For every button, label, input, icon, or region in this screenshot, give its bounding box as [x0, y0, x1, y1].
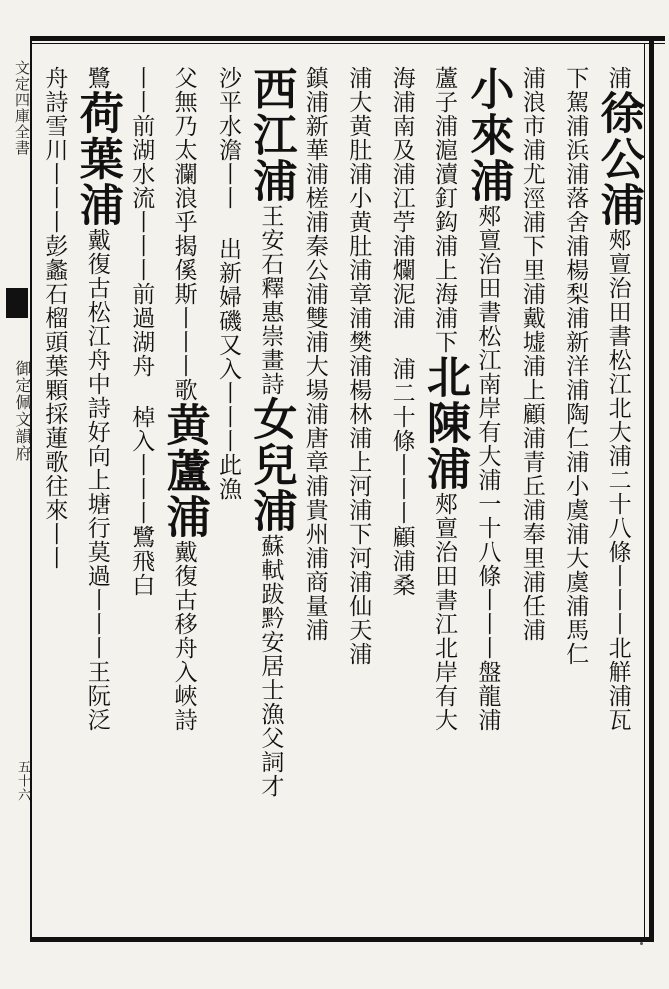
text-column	[125, 66, 156, 936]
frame-bottom-rule	[30, 937, 654, 942]
text-column	[245, 66, 297, 936]
entry-text: 浦浪市浦尤涇浦下里浦戴墟浦上顧浦青丘浦奉里浦任浦	[518, 66, 545, 642]
entry-heading: 黄蘆浦	[158, 402, 210, 540]
text-column	[419, 66, 470, 936]
text-column	[386, 66, 417, 936]
entry-heading: 女兒浦	[245, 396, 297, 534]
entry-text: 出新婦磯又入丨丨丨此漁	[215, 237, 241, 501]
text-column	[299, 66, 330, 936]
frame-top-rule	[30, 36, 665, 41]
entry-text: 父無乃太瀾浪乎揭傒斯丨丨丨歌	[170, 66, 197, 402]
text-column	[559, 66, 590, 936]
frame-right-rule	[649, 36, 654, 941]
entry-heading: 小來浦	[462, 66, 514, 204]
entry-text: 鎮浦新華浦槎浦秦公浦雙浦大場浦唐章浦貴州浦商量浦	[301, 66, 328, 642]
entry-text: 王安石釋惠崇畫詩	[257, 204, 284, 396]
entry-text: 浦二十條丨丨丨顧浦桑	[388, 357, 415, 597]
entry-text: 沙平水澹丨丨	[215, 66, 241, 210]
entry-text: 海浦南及浦江苧浦爛泥浦	[388, 66, 415, 330]
entry-heading: 西江浦	[245, 66, 297, 204]
entry-heading: 徐公浦	[592, 90, 644, 228]
text-column	[212, 66, 243, 936]
entry-text: 舟詩雪川丨丨丨彭蠡石榴頭葉顆採蓮歌往來丨丨	[41, 66, 68, 570]
entry-text	[389, 330, 415, 357]
text-column	[38, 66, 69, 936]
entry-heading: 荷葉浦	[71, 90, 123, 228]
text-column	[462, 66, 514, 936]
frame-top-inner-rule	[30, 43, 665, 44]
entry-text	[128, 378, 154, 405]
entry-text: 郟亶治田書江北岸有大	[431, 492, 457, 732]
entry-text: 蘆子浦滬瀆釘鈎浦上海浦下	[431, 66, 457, 354]
entry-text: 郟亶治田書松江北大浦二十八條丨丨丨北觧浦瓦	[604, 228, 631, 732]
page-number: 五十六	[15, 760, 30, 802]
entry-text: 下駕浦浜浦落舍浦楊梨浦新洋浦陶仁浦小虞浦大虞浦馬仁	[562, 66, 589, 666]
text-column	[71, 66, 123, 936]
entry-text: 蘇軾跋黔安居士漁父詞才	[257, 534, 284, 798]
text-column	[342, 66, 373, 936]
entry-text: 戴復古移舟入峽詩	[170, 540, 197, 732]
entry-heading: 北陳浦	[419, 354, 470, 492]
entry-text: 浦大黄肚浦小黄肚浦章浦樊浦楊林浦上河浦下河浦仙天浦	[345, 66, 372, 666]
text-column	[592, 66, 644, 936]
speck	[640, 942, 643, 945]
entry-text: 郟亶治田書松江南岸有大浦一十八條丨丨丨盤龍浦	[474, 204, 501, 732]
entry-text: 丨丨前湖水流丨丨丨前過湖舟	[128, 66, 155, 378]
margin-column	[12, 60, 32, 940]
frame-right-inner-rule	[644, 44, 645, 941]
text-column	[158, 66, 210, 936]
entry-text: 浦	[604, 66, 631, 90]
entry-text	[215, 210, 241, 237]
margin-top-text: 文定四庫全書	[13, 60, 31, 156]
entry-text: 棹入丨丨丨鷺飛白	[128, 405, 155, 597]
text-column	[516, 66, 547, 936]
entry-text: 戴復古松江舟中詩好向上塘行莫過丨丨丨王阮泛	[83, 228, 110, 732]
margin-book-title: 御定佩文韻府	[13, 360, 32, 462]
entry-text: 鷺	[83, 66, 110, 90]
